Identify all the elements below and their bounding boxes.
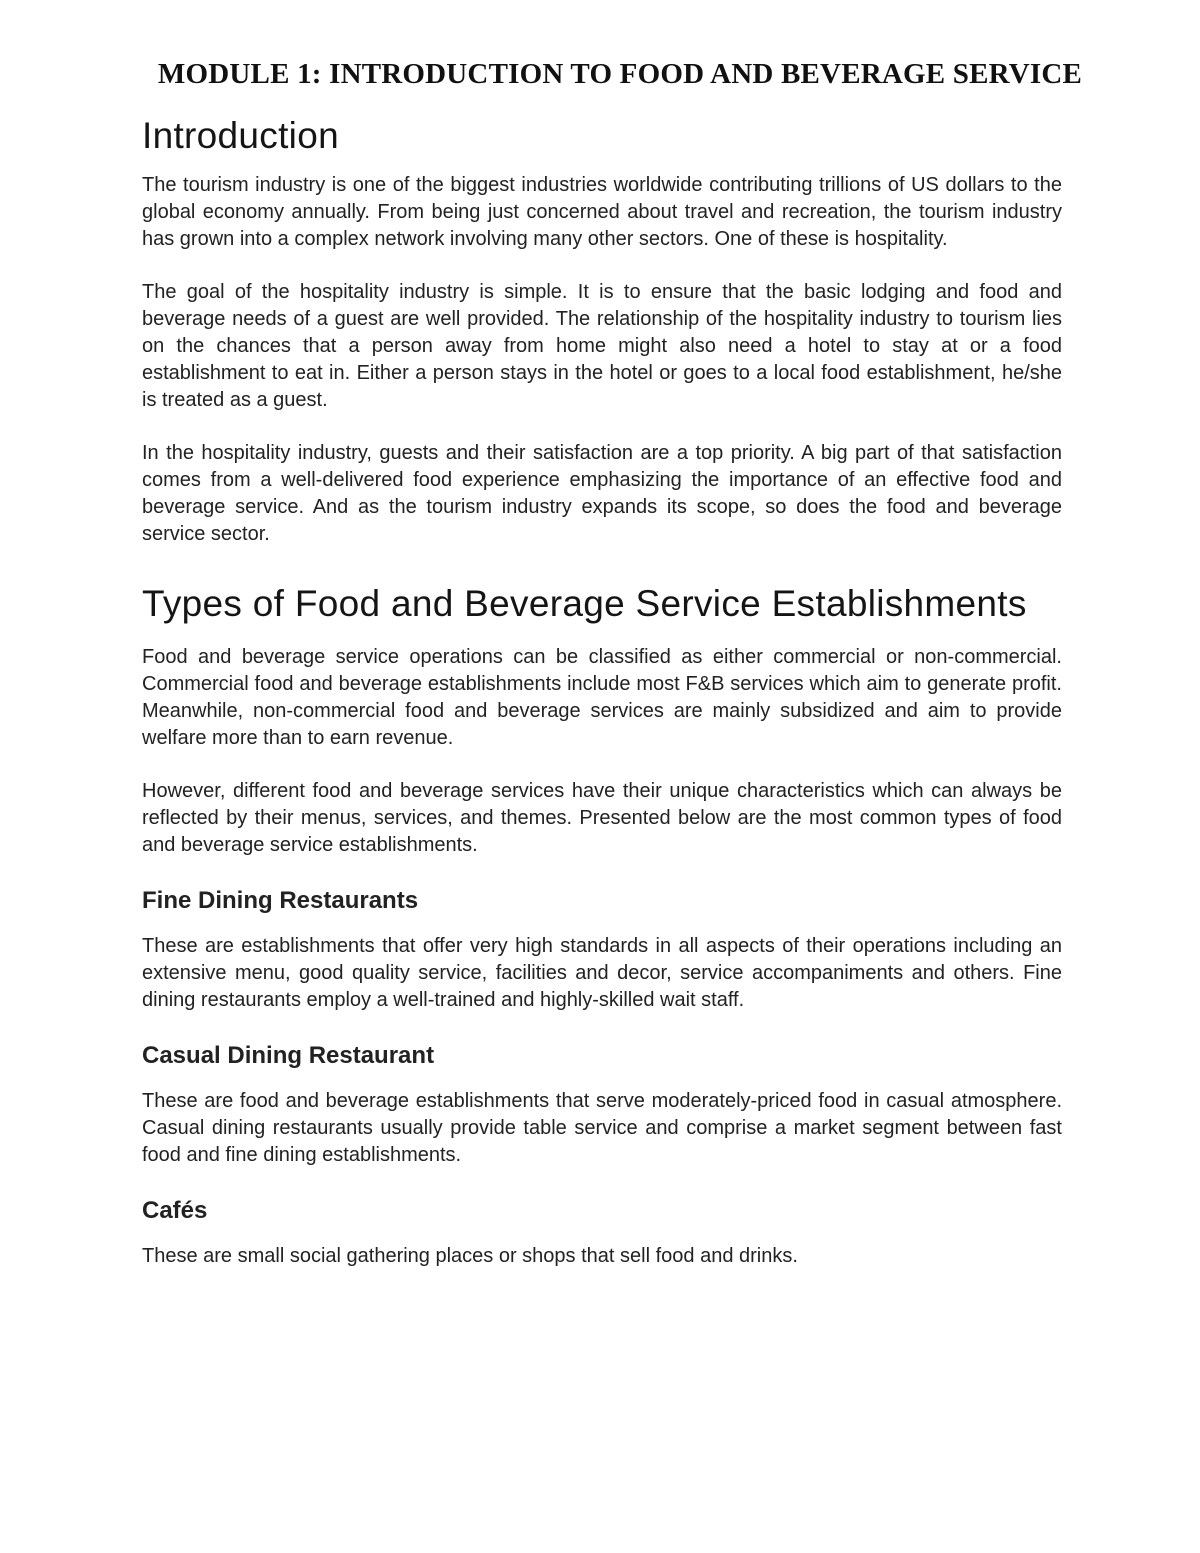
fine-dining-heading: Fine Dining Restaurants (142, 887, 419, 914)
cafes-heading: Cafés (142, 1197, 208, 1224)
types-paragraph: However, different food and beverage services have their unique characteristics which can always be reflected by their menus, services, and themes. Presented below are the most common types of food and beverage service establishments. (142, 780, 1062, 856)
introduction-paragraph: The goal of the hospitality industry is simple. It is to ensure that the basic lodging and food and beverage needs of a guest are well provided. The relationship of the hospitality industry to tourism lies on the chances that a person away from home might also need a hotel to stay at or a food establishment to eat in. Either a person stays in the hotel or goes to a local food establishment, he/she is treated as a guest. (142, 281, 1062, 411)
types-paragraph: Food and beverage service operations can be classified as either commercial or non-commercial. Commercial food and beverage establishments include most F&B services which aim to generate profit. Meanwhile, non-commercial food and beverage services are mainly subsidized and aim to provide welfare more than to earn revenue. (142, 646, 1062, 749)
document-body (142, 112, 1062, 1270)
fine-dining-text: These are establishments that offer very high standards in all aspects of their operations including an extensive menu, good quality service, facilities and decor, service accompaniments and others. Fine dining restaurants employ a well-trained and highly-skilled wait staff. (142, 935, 1062, 1011)
casual-dining-heading: Casual Dining Restaurant (142, 1042, 435, 1069)
module-title: MODULE 1: INTRODUCTION TO FOOD AND BEVERAGE SERVICE (157, 58, 1083, 90)
types-heading: Types of Food and Beverage Service Establishments (142, 583, 1027, 624)
types-section (142, 580, 1062, 1270)
subsection-fine-dining (142, 885, 1062, 1014)
introduction-section (142, 112, 1062, 548)
cafes-text: These are small social gathering places or shops that sell food and drinks. (142, 1245, 798, 1267)
subsection-casual-dining (142, 1040, 1062, 1169)
subsection-cafes (142, 1195, 1062, 1270)
casual-dining-text: These are food and beverage establishments that serve moderately-priced food in casual atmosphere. Casual dining restaurants usually provide table service and comprise a market segment between fast food and fine dining establishments. (142, 1090, 1062, 1166)
introduction-paragraph: The tourism industry is one of the biggest industries worldwide contributing trillions of US dollars to the global economy annually. From being just concerned about travel and recreation, the tourism industry has grown into a complex network involving many other sectors. One of these is hospitality. (142, 174, 1062, 250)
introduction-heading: Introduction (142, 115, 339, 156)
introduction-paragraph: In the hospitality industry, guests and their satisfaction are a top priority. A big part of that satisfaction comes from a well-delivered food experience emphasizing the importance of an effective food and beverage service. And as the tourism industry expands its scope, so does the food and beverage service sector. (142, 442, 1062, 545)
